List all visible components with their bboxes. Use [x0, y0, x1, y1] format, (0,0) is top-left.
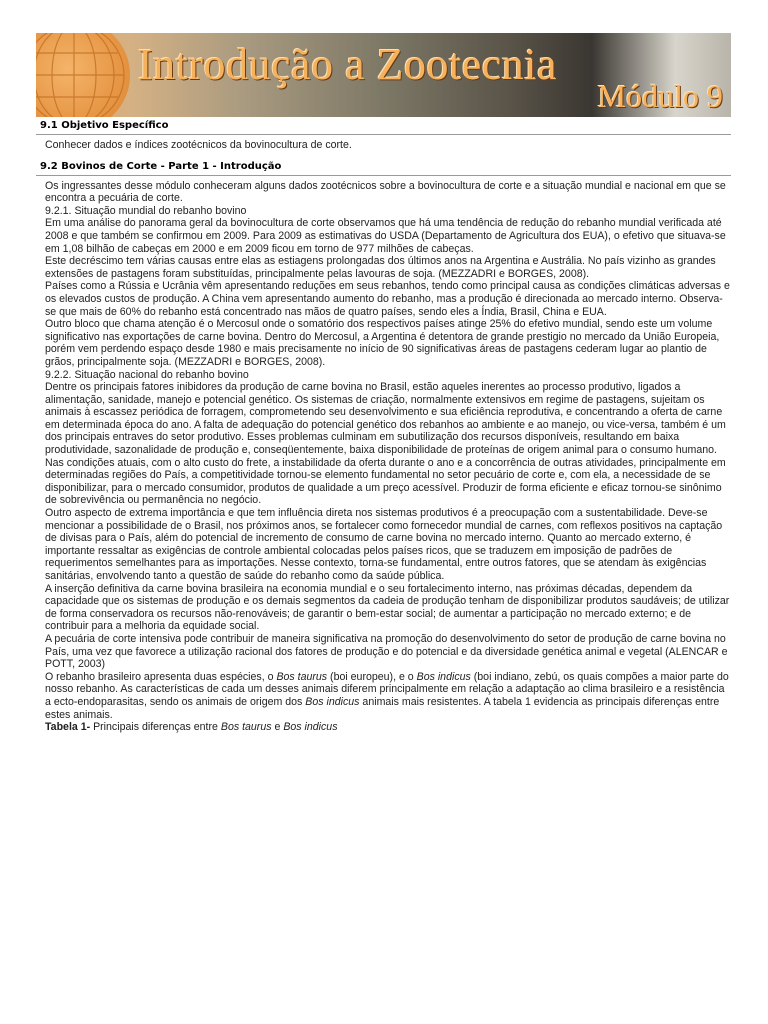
paragraph: Dentre os principais fatores inibidores da produção de carne bovina no Brasil, estão aqueles inerentes ao processo produtivo, ligados a alimentação, sanidade, manejo e potencial genético. Os sistemas de criação, normalmente extensivos em regime de pastagens, sujeitam os animais à escassez periódica de forragem, comprometendo seu desenvolvimento e sua eficiência reprodutiva, e concentrando a oferta de carne em determinada época do ano. A falta de adequação do potencial genético dos rebanhos ao ambiente e ao manejo, ou vice-versa, também é um dos principais entraves do setor produtivo. Esses problemas culminam em subutilização dos recursos disponíveis, resultando em baixa produtividade, sazonalidade de produção e, conseqüentemente, baixa disponibilidade de proteínas de origem animal para o consumo humano.	[45, 381, 726, 457]
table-caption	[45, 721, 731, 734]
species-name: Bos indicus	[283, 721, 338, 734]
species-name: Bos indicus	[416, 670, 471, 683]
section-body-9-2	[36, 176, 731, 740]
objective-text: Conhecer dados e índices zootécnicos da bovinocultura de corte.	[45, 139, 352, 151]
section-body-9-1	[36, 135, 731, 158]
text-run: e	[271, 721, 284, 734]
page	[36, 33, 731, 740]
subsection-title-9-2-1: 9.2.1. Situação mundial do rebanho bovino	[45, 204, 247, 217]
intro-paragraph: Os ingressantes desse módulo conheceram alguns dados zootécnicos sobre a bovinocultura de corte e a situação mundial e nacional em que se encontra a pecuária de corte.	[45, 179, 726, 205]
text-run: Principais diferenças entre	[90, 721, 221, 734]
paragraph: A inserção definitiva da carne bovina brasileira na economia mundial e o seu fortalecimento interno, nas próximas décadas, dependem da capacidade que os sistemas de produção e os demais segmentos da cadeia de produção tenham de disponibilizar produtos saudáveis; de utilizar de forma conservadora os recursos não-renováveis; de garantir o bem-estar social; de aumentar a participação no mercado externo; e de contribuir para a melhoria da equidade social.	[45, 582, 730, 633]
text-run: O rebanho brasileiro apresenta duas espécies, o	[45, 670, 277, 683]
paragraph: Outro bloco que chama atenção é o Mercosul onde o somatório dos respectivos países atinge 25% do efetivo mundial, sendo este um volume significativo nas exportações de carne bovina. Dentro do Mercosul, a Argentina é detentora de grande prestigio no mercado da União Europeia, porém vem perdendo espaço desde 1980 e mais precisamente no início de 90 significativas áreas de pastagens cederam lugar ao plantio de grãos, principalmente soja. (MEZZADRI e BORGES, 2008).	[45, 318, 720, 368]
species-name: Bos taurus	[276, 670, 328, 683]
breeds-paragraph	[45, 671, 731, 721]
species-name: Bos taurus	[220, 721, 272, 734]
table-caption-label: Tabela 1-	[45, 721, 91, 734]
text-run: (boi europeu), e o	[327, 670, 417, 683]
subsection-title-9-2-2: 9.2.2. Situação nacional do rebanho bovino	[45, 368, 249, 381]
banner-title: Introdução a Zootecnia	[138, 40, 558, 89]
text-run: (boi indiano, zebú, os quais compões a maior parte do nosso rebanho. As características de cada um desses animais diferem principalmente em relação a adaptação ao clima brasileiro e a resistência a ecto-endoparasitas, sendo os animais de origem dos	[45, 670, 729, 708]
paragraph: Em uma análise do panorama geral da bovinocultura de corte observamos que há uma tendência de redução do rebanho mundial verificada até 2008 e que também se confirmou em 2009. Para 2009 as estimativas do USDA (Departamento de Agricultura dos EUA), o efetivo que situava-se em 1,08 bilhão de cabeças em 2000 e em 2009 ficou em torno de 977 milhões de cabeças.	[45, 217, 726, 255]
section-heading-9-1: 9.1 Objetivo Específico	[36, 117, 731, 135]
banner-module-label: Módulo 9	[597, 78, 723, 114]
paragraph: Países como a Rússia e Ucrânia vêm apresentando reduções em seus rebanhos, tendo como principal causa as condições climáticas adversas e os elevados custos de produção. A China vem apresentando aumento do rebanho, mas a produção é direcionada ao mercado interno. Observa-se que mais de 60% do rebanho está concentrado nas mãos de quatro países, sendo eles a Índia, Brasil, China e EUA.	[45, 280, 730, 318]
text-run: animais mais resistentes. A tabela 1 evidencia as principais diferenças entre estes animais.	[45, 695, 720, 721]
section-heading-9-2: 9.2 Bovinos de Corte - Parte 1 - Introdução	[36, 158, 731, 176]
paragraph: Este decréscimo tem várias causas entre elas as estiagens prolongadas dos últimos anos na Argentina e Austrália. No país vizinho as grandes extensões de pastagens foram substituídas, principalmente pelas lavouras de soja. (MEZZADRI e BORGES, 2008).	[45, 255, 716, 280]
species-name: Bos indicus	[305, 695, 360, 708]
paragraph: Nas condições atuais, com o alto custo do frete, a instabilidade da oferta durante o ano e a concorrência de outras atividades, principalmente em determinadas regiões do País, a competitividade tornou-se elemento fundamental no setor pecuário de corte e, com ela, a necessidade de se disponibilizar, para o mercado consumidor, produtos de qualidade a um preço acessível. Produzir de forma eficiente e eficaz tornou-se sinônimo de sobrevivência ou permanência no negócio.	[45, 456, 726, 507]
module-banner	[36, 33, 731, 117]
paragraph: Outro aspecto de extrema importância e que tem influência direta nos sistemas produtivos é a preocupação com a sustentabilidade. Deve-se mencionar a possibilidade de o Brasil, nos próximos anos, se fortalecer como fornecedor mundial de carnes, com reflexos positivos na captação de divisas para o País, além do potencial de incremento de consumo de carne bovina no mercado interno. Quanto ao mercado externo, é importante ressaltar as exigências de controle ambiental colocadas pelos países ricos, que se traduzem em imposição de padrões de requerimentos semelhantes para as importações. Nesse contexto, torna-se fundamental, entre outros fatores, que se atendam às exigências sanitárias, envolvendo tanto a questão de saúde do rebanho como da saúde pública.	[45, 507, 723, 582]
globe-logo-icon	[36, 33, 130, 117]
paragraph: A pecuária de corte intensiva pode contribuir de maneira significativa na promoção do desenvolvimento do setor de produção de carne bovina no País, uma vez que favorece a utilização racional dos fatores de produção e do potencial e da diversidade genética animal e vegetal (ALENCAR e POTT, 2003)	[45, 632, 728, 671]
